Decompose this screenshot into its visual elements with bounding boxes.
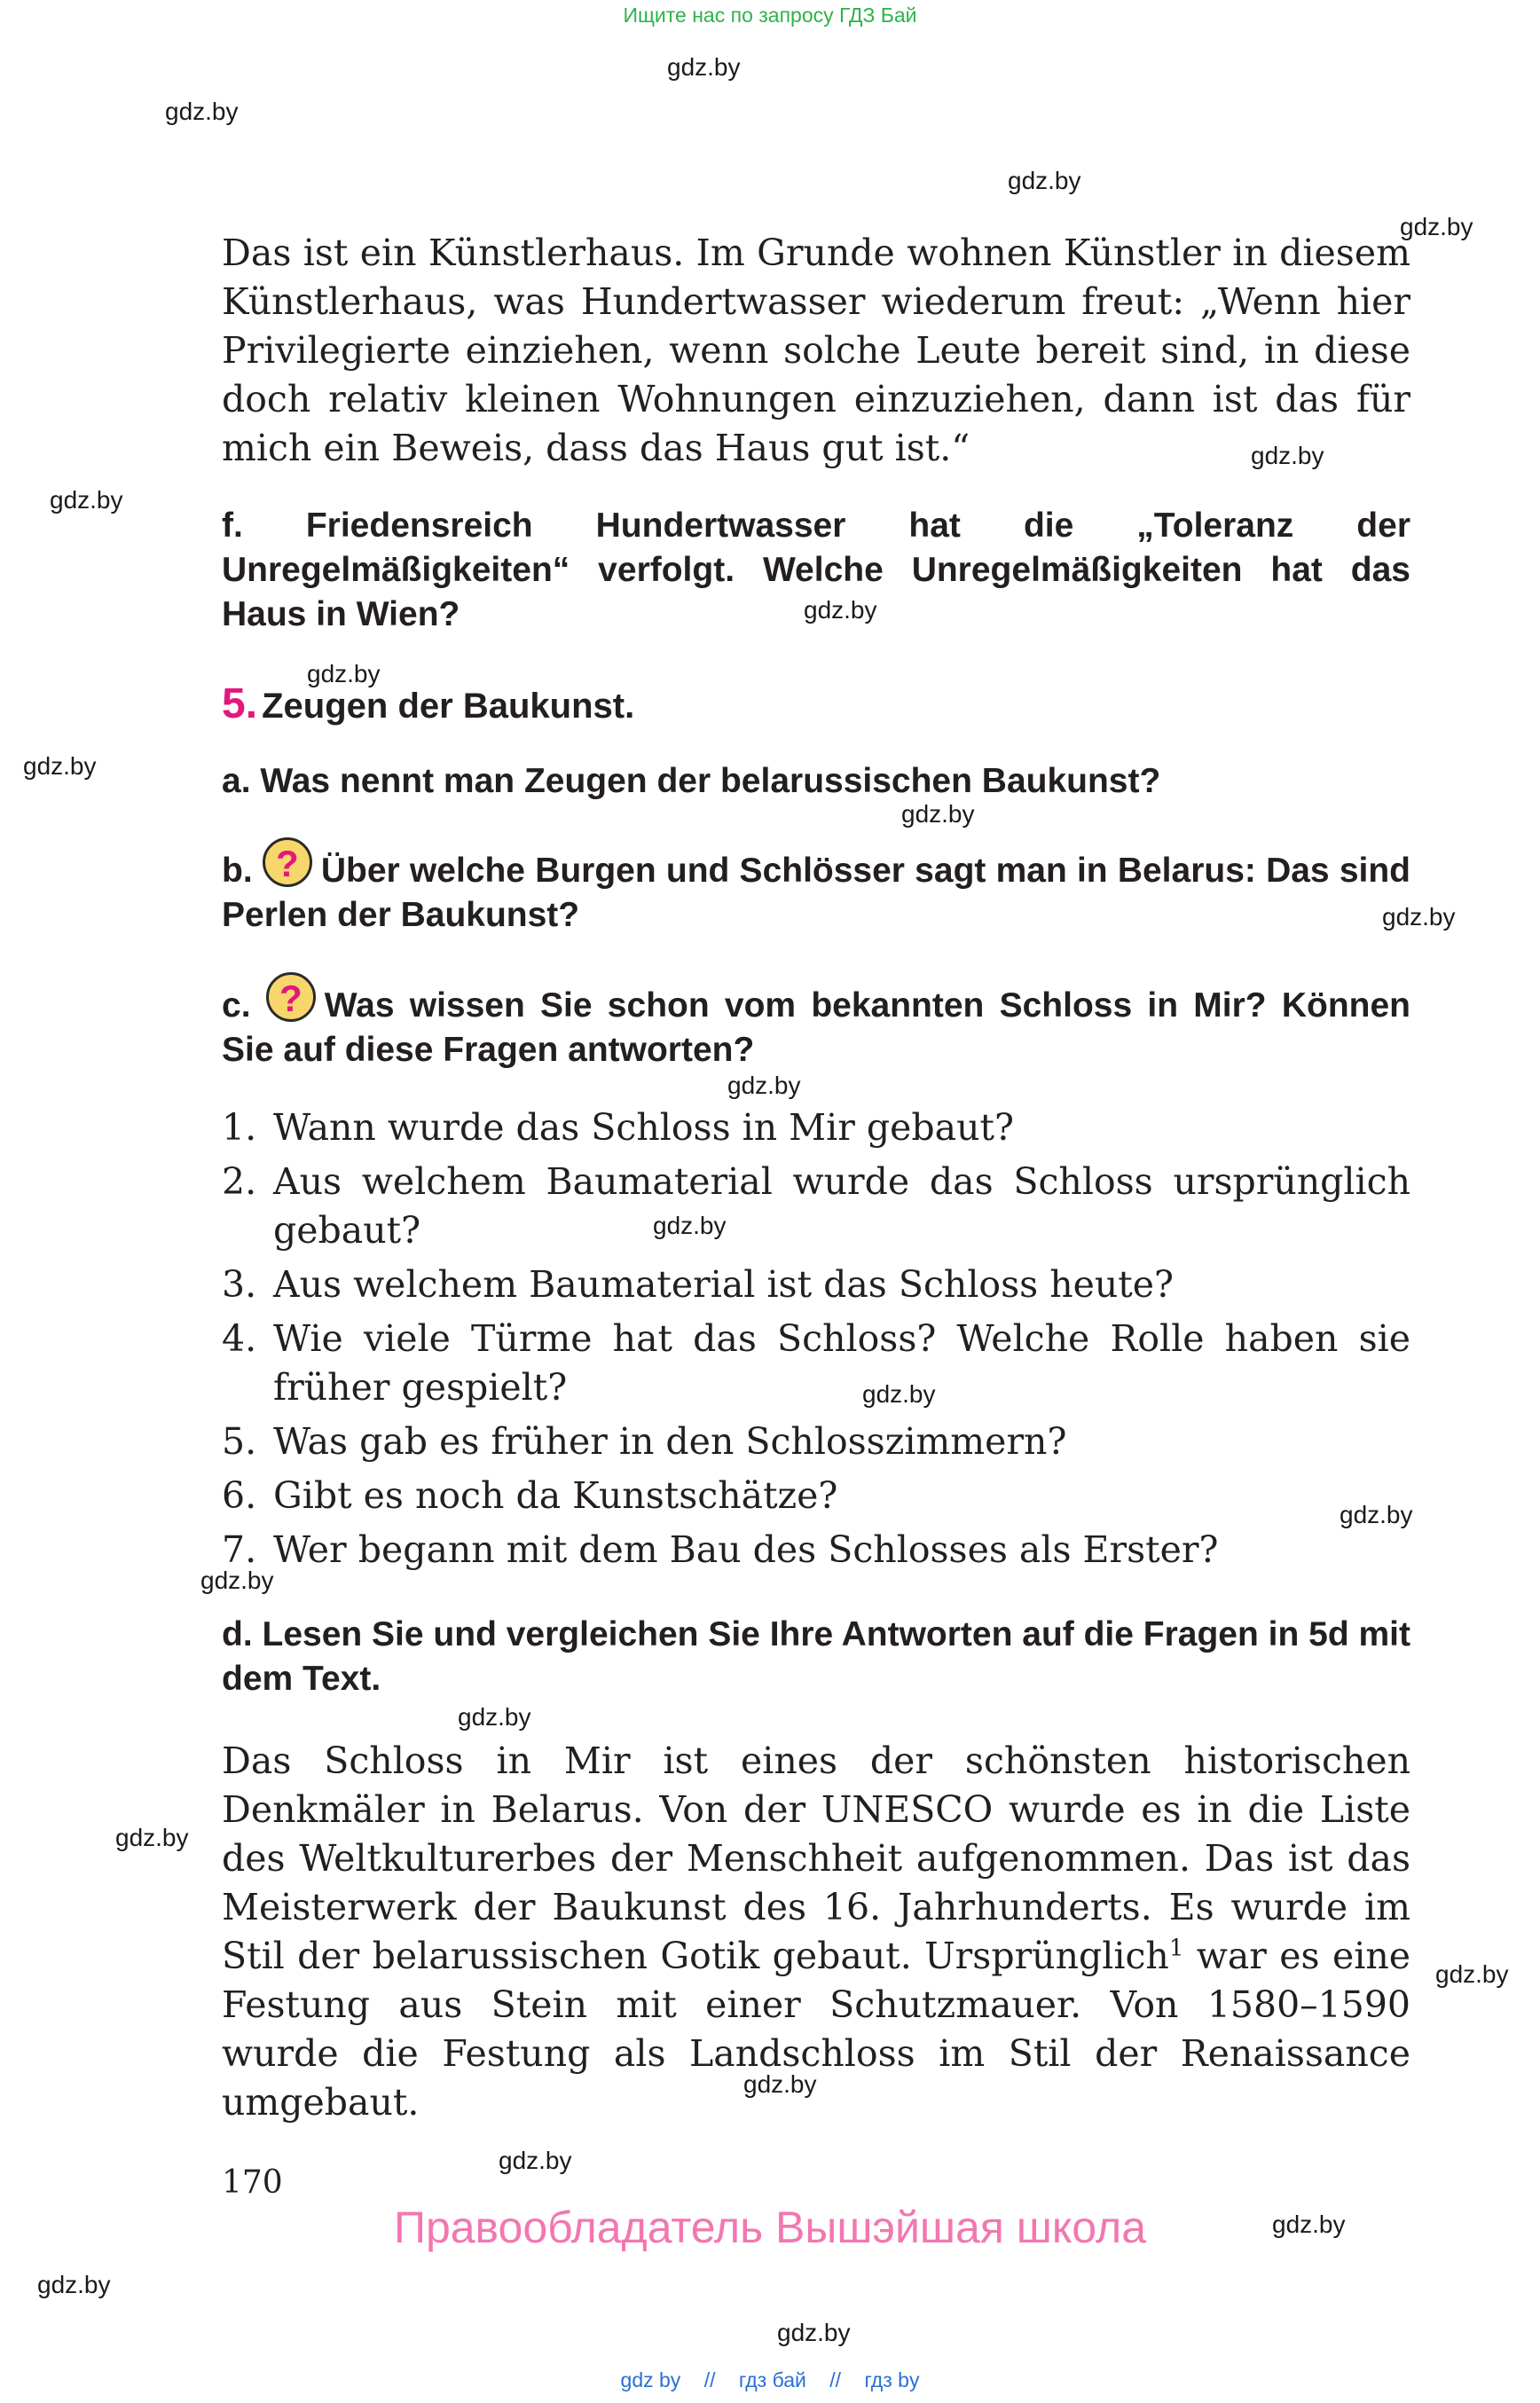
question-f: f. Friedensreich Hundertwasser hat die „Toleranz der Unregelmäßigkeiten“ verfolgt. Welche Unregelmäßigkeiten hat das Haus in Wien? — [222, 507, 1410, 633]
bottom-link[interactable]: гдз бай — [738, 2368, 806, 2391]
watermark: gdz.by — [1251, 442, 1324, 469]
watermark: gdz.by — [115, 1824, 189, 1851]
question-mark-icon: ? — [263, 837, 312, 887]
question-c-text: Was wissen Sie schon vom bekannten Schloss in Mir? Können Sie auf diese Fragen antworten? — [222, 986, 1410, 1069]
question-b-prefix: b. — [222, 852, 253, 890]
bottom-link[interactable]: гдз by — [864, 2368, 920, 2391]
mir-text-part1: Das Schloss in Mir ist eines der schönsten historischen Denkmäler in Belarus. Von der UNESCO wurde es in die Liste des Weltkulturerbes der Menschheit aufgenommen. Das ist das Meisterwerk der Baukunst des 16. Jahrhunderts. Es wurde im Stil der belarussischen Gotik gebaut. Ursprünglich — [222, 1739, 1410, 1977]
question-c — [222, 972, 1410, 1072]
watermark: gdz.by — [307, 660, 381, 687]
task-heading — [222, 679, 1410, 728]
watermark: gdz.by — [1400, 213, 1473, 240]
watermark: gdz.by — [499, 2147, 572, 2174]
top-banner: Ищите нас по запросу ГДЗ Бай — [623, 4, 917, 27]
watermark: gdz.by — [200, 1567, 274, 1594]
list-item: 1. Wann wurde das Schloss in Mir gebaut? — [222, 1106, 1014, 1149]
list-item: 4. Wie viele Türme hat das Schloss? Welche Rolle haben sie früher gespielt? — [222, 1317, 1410, 1409]
task-title: Zeugen der Baukunst. — [262, 687, 635, 726]
watermark: gdz.by — [1340, 1501, 1413, 1528]
watermark: gdz.by — [727, 1072, 801, 1099]
watermark: gdz.by — [37, 2271, 111, 2298]
question-c-prefix: c. — [222, 986, 251, 1025]
watermark: gdz.by — [1008, 167, 1081, 194]
page-number: 170 — [222, 2164, 283, 2201]
watermark: gdz.by — [901, 800, 975, 828]
list-item: 7. Wer begann mit dem Bau des Schlosses als Erster? — [222, 1528, 1219, 1571]
watermark: gdz.by — [1272, 2211, 1346, 2238]
watermark: gdz.by — [1382, 903, 1456, 931]
question-a: a. Was nennt man Zeugen der belarussischen Baukunst? — [222, 762, 1161, 800]
footnote-mark: 1 — [1168, 1935, 1184, 1962]
watermark: gdz.by — [667, 53, 741, 81]
mir-text — [222, 1737, 1410, 2127]
watermark: gdz.by — [50, 486, 123, 514]
question-b-text: Über welche Burgen und Schlösser sagt man in Belarus: Das sind Perlen der Baukunst? — [222, 852, 1410, 934]
question-b — [222, 837, 1410, 938]
separator: // — [703, 2368, 716, 2391]
question-list — [222, 1103, 1410, 1580]
question-mark-icon: ? — [266, 972, 316, 1022]
watermark: gdz.by — [653, 1212, 727, 1239]
list-item: 6. Gibt es noch da Kunstschätze? — [222, 1474, 838, 1517]
intro-paragraph: Das ist ein Künstlerhaus. Im Grunde wohnen Künstler in diesem Künstlerhaus, was Hundertwasser wiederum freut: „Wenn hier Privilegierte einziehen, wenn solche Leute bereit sind, in diese doch relativ kleinen Wohnungen einzuziehen, dann ist das für mich ein Beweis, dass das Haus gut ist.“ — [222, 232, 1410, 469]
watermark: gdz.by — [165, 98, 239, 125]
watermark: gdz.by — [1435, 1960, 1509, 1988]
watermark: gdz.by — [777, 2319, 851, 2346]
list-item: 3. Aus welchem Baumaterial ist das Schloss heute? — [222, 1263, 1175, 1306]
watermark: gdz.by — [458, 1703, 531, 1731]
bottom-links — [0, 2368, 1540, 2392]
copyright: Правообладатель Вышэйшая школа — [394, 2203, 1146, 2252]
watermark: gdz.by — [804, 596, 877, 624]
separator: // — [829, 2368, 842, 2391]
question-d: d. Lesen Sie und vergleichen Sie Ihre Antworten auf die Fragen in 5d mit dem Text. — [222, 1615, 1410, 1698]
list-item: 5. Was gab es früher in den Schlosszimmern? — [222, 1420, 1067, 1463]
bottom-link[interactable]: gdz by — [620, 2368, 681, 2391]
task-number: 5. — [222, 680, 258, 727]
list-item: 2. Aus welchem Baumaterial wurde das Schloss ursprünglich gebaut? — [222, 1160, 1410, 1252]
watermark: gdz.by — [743, 2070, 817, 2098]
watermark: gdz.by — [23, 752, 97, 780]
mir-text-part2: war es eine Festung aus Stein mit einer Schutzmauer. Von 1580–1590 wurde die Festung als Landschloss im Stil der Renaissance umgebaut. — [222, 1935, 1411, 2124]
watermark: gdz.by — [862, 1380, 936, 1408]
